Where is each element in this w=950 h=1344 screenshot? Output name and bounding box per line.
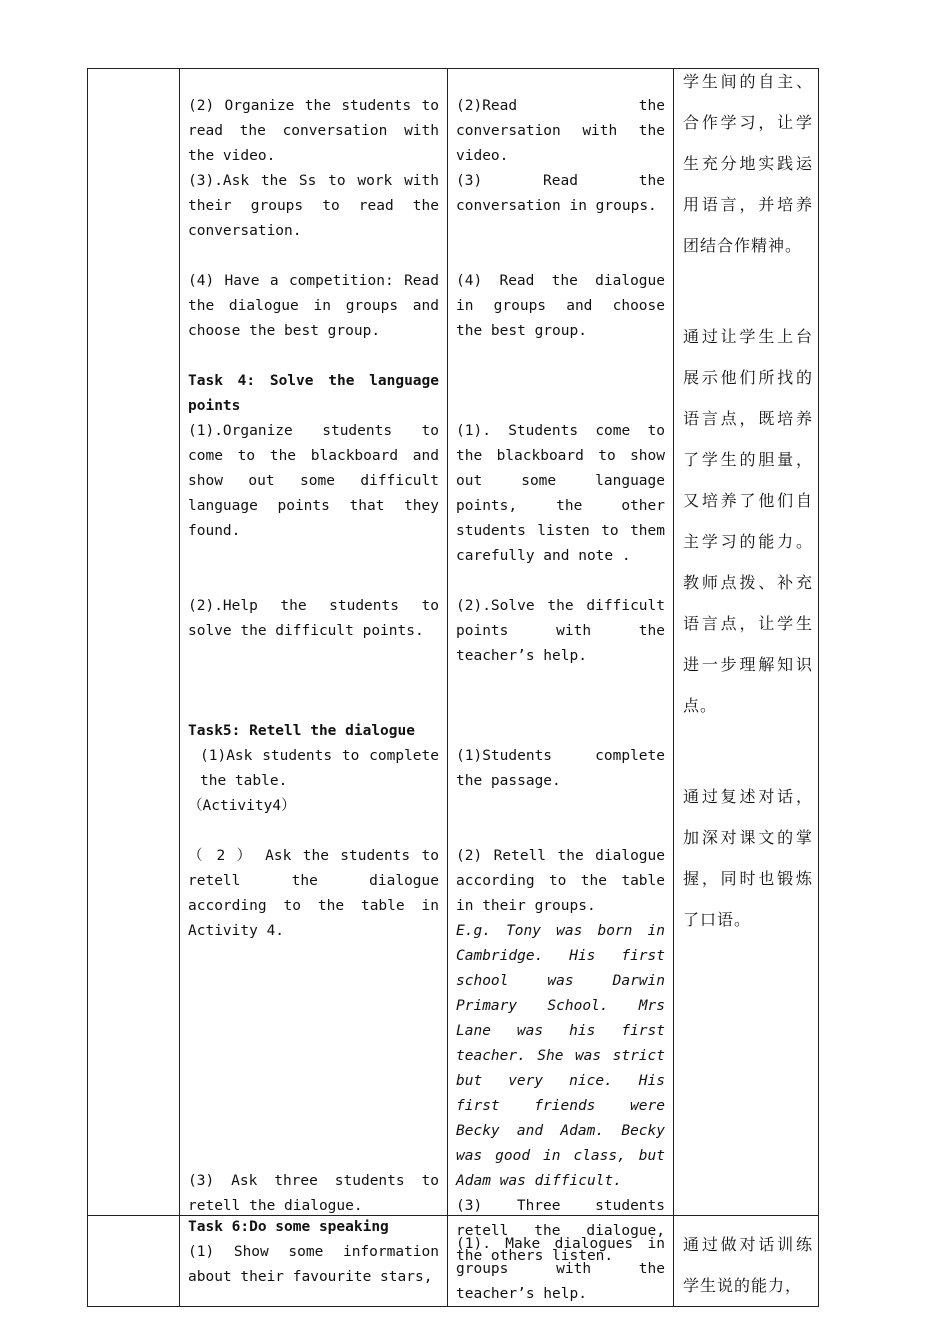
cell-paragraph: （ 2 ） Ask the students to retell the dialogue according to the table in Activity 4.	[188, 848, 439, 939]
cell-paragraph: 学生间的自主、合作学习，让学生充分地实践运用语言，并培养团结合作精神。	[683, 72, 813, 255]
cell-paragraph: Task5: Retell the dialogue	[188, 723, 415, 739]
cell-paragraph: (4) Read the dialogue in groups and choose the best group.	[456, 273, 665, 339]
cell-paragraph: （Activity4）	[188, 798, 296, 814]
spacer	[683, 266, 813, 291]
spacer	[456, 394, 665, 419]
cell-paragraph: (1) Show some information about their favourite stars,	[188, 1244, 439, 1285]
cell-paragraph: Task 6:Do some speaking	[188, 1219, 389, 1235]
cell-paragraph: (2).Solve the difficult points with the teacher’s help.	[456, 598, 665, 664]
cell-paragraph: (1)Students complete the passage.	[456, 748, 665, 789]
cell-paragraph: E.g. Tony was born in Cambridge. His first school was Darwin Primary School. Mrs Lane was his first teacher. She was strict but very nice. His first friends were Becky and Adam. Becky was good in class, but Adam was difficult.	[456, 923, 665, 1189]
spacer	[456, 219, 665, 244]
student-activity-cell	[456, 94, 665, 1269]
cell-paragraph: 通过做对话训练学生说的能力，	[683, 1235, 813, 1295]
spacer	[188, 544, 439, 569]
spacer	[456, 344, 665, 369]
lesson-plan-table	[87, 68, 819, 1307]
spacer	[456, 244, 665, 269]
spacer	[188, 1069, 439, 1094]
spacer	[188, 344, 439, 369]
spacer	[188, 644, 439, 669]
cell-paragraph: (2) Retell the dialogue according to the table in their groups.	[456, 848, 665, 914]
spacer	[188, 1094, 439, 1119]
cell-paragraph: 通过让学生上台展示他们所找的语言点，既培养了学生的胆量，又培养了他们自主学习的能力。教师点拨、补充语言点，让学生进一步理解知识点。	[683, 327, 813, 715]
teacher-activity-cell	[188, 1215, 439, 1290]
spacer	[456, 369, 665, 394]
spacer	[188, 994, 439, 1019]
design-purpose-cell	[683, 61, 813, 940]
cell-paragraph: (3) Three students retell the dialogue, the others listen.	[456, 1198, 665, 1264]
cell-paragraph: (1)Ask students to complete the table.	[200, 748, 439, 789]
spacer	[456, 669, 665, 694]
design-purpose-cell	[683, 1224, 813, 1306]
cell-paragraph: (3) Ask three students to retell the dialogue.	[188, 1173, 439, 1214]
spacer	[188, 569, 439, 594]
table-border-bottom	[87, 1306, 819, 1307]
spacer	[188, 1144, 439, 1169]
cell-paragraph: (2)Read the conversation with the video.	[456, 98, 665, 164]
table-border-left	[87, 68, 88, 1307]
teacher-activity-cell	[188, 94, 439, 1219]
cell-paragraph: (3).Ask the Ss to work with their groups to read the conversation.	[188, 173, 439, 239]
spacer	[683, 751, 813, 776]
cell-paragraph: (3) Read the conversation in groups.	[456, 173, 665, 214]
spacer	[188, 1119, 439, 1144]
table-border-right	[818, 68, 819, 1307]
spacer	[456, 719, 665, 744]
spacer	[188, 969, 439, 994]
spacer	[188, 944, 439, 969]
cell-paragraph: (2).Help the students to solve the difficult points.	[188, 598, 439, 639]
cell-paragraph: (1).Organize students to come to the blackboard and show out some difficult language points that they found.	[188, 423, 439, 539]
spacer	[683, 291, 813, 316]
cell-paragraph: (1). Students come to the blackboard to show out some language points, the other students listen to them carefully and note .	[456, 423, 665, 564]
student-activity-cell	[456, 1232, 665, 1307]
cell-paragraph: 通过复述对话，加深对课文的掌握，同时也锻炼了口语。	[683, 787, 813, 929]
spacer	[456, 794, 665, 819]
spacer	[188, 819, 439, 844]
spacer	[188, 1044, 439, 1069]
spacer	[188, 244, 439, 269]
column-divider-3	[673, 68, 674, 1307]
spacer	[456, 694, 665, 719]
column-divider-1	[179, 68, 180, 1307]
spacer	[188, 669, 439, 694]
spacer	[683, 726, 813, 751]
spacer	[188, 694, 439, 719]
cell-paragraph: Task 4: Solve the language points	[188, 373, 439, 414]
cell-paragraph: (2) Organize the students to read the conversation with the video.	[188, 98, 439, 164]
column-divider-2	[447, 68, 448, 1307]
cell-paragraph: (4) Have a competition: Read the dialogue in groups and choose the best group.	[188, 273, 439, 339]
cell-paragraph: (1). Make dialogues in groups with the teacher’s help.	[456, 1236, 665, 1302]
spacer	[456, 569, 665, 594]
spacer	[188, 1019, 439, 1044]
spacer	[456, 819, 665, 844]
